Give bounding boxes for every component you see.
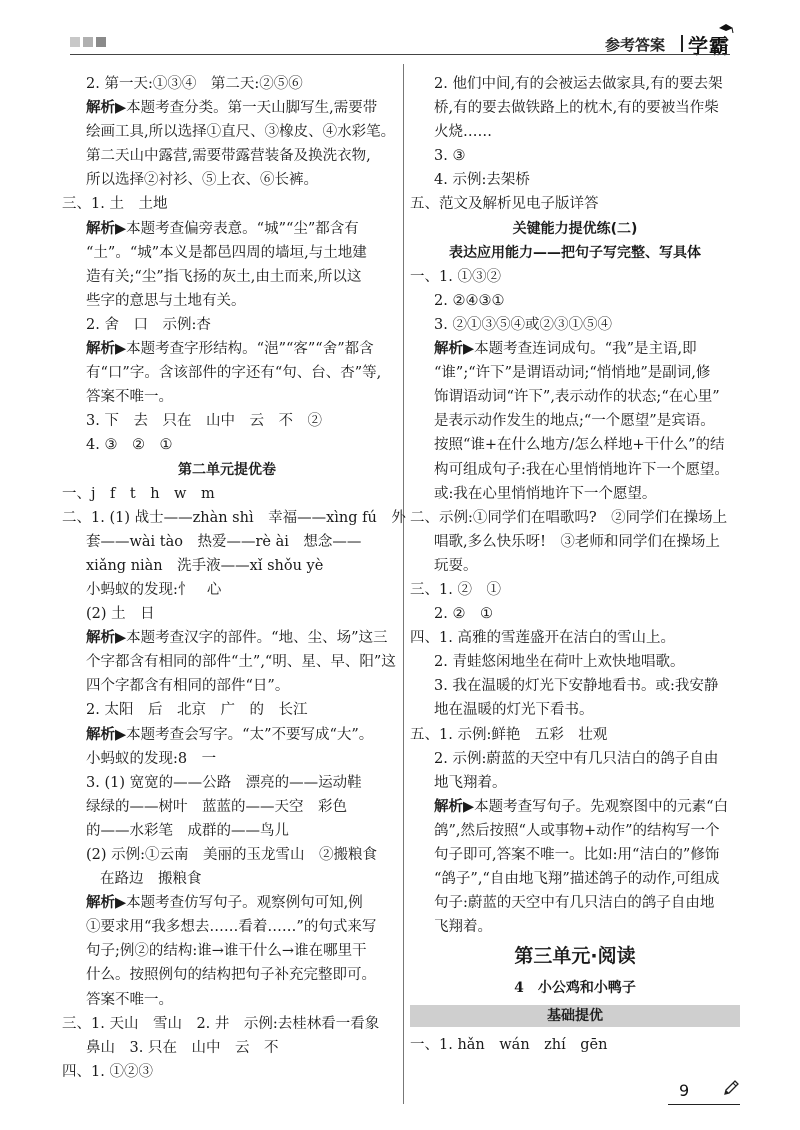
answer-text: 个字都含有相同的部件“土”,“明、星、早、阳”这	[86, 654, 396, 671]
answer-line	[62, 891, 392, 915]
answer-line	[410, 698, 740, 722]
answer-text: ▶本题考查偏旁表意。“城”“尘”都含有	[115, 220, 359, 237]
analysis-label: 解析	[434, 340, 463, 358]
unit-title: 第三单元·阅读	[514, 945, 636, 968]
answer-text: ▶本题考查连词成句。“我”是主语,即	[463, 341, 697, 358]
answer-line	[410, 433, 740, 457]
answer-text: 鼻山 3. 只在 山中 云 不	[86, 1039, 279, 1056]
answer-line	[62, 96, 392, 120]
answer-text: “土”。“城”本义是都邑四周的墙垣,与土地建	[86, 244, 367, 261]
answer-line	[410, 337, 740, 361]
answer-text: 三、1. 天山 雪山 2. 井 示例:去桂林看一看象	[62, 1015, 380, 1032]
answer-line	[62, 602, 392, 626]
answer-text: 3. 我在温暖的灯光下安静地看书。或:我安静	[434, 678, 719, 695]
answer-line	[410, 674, 740, 698]
answer-text: 二、1. (1) 战士——zhàn shì 幸福——xìng fú 外	[62, 509, 406, 526]
answer-text: 3. ③	[434, 148, 466, 165]
answer-text: 什么。按照例句的结构把句子补充完整即可。	[86, 967, 376, 984]
answer-text: 三、1. ② ①	[410, 581, 501, 598]
answer-text: ▶本题考查写句子。先观察图中的元素“白	[463, 798, 729, 815]
answer-text: 3. ②①③⑤④或②③①⑤④	[434, 316, 612, 333]
section-bar: 基础提优	[410, 1005, 740, 1027]
answer-line	[62, 385, 392, 409]
answer-text: 2. 太阳 后 北京 广 的 长江	[86, 702, 308, 719]
answer-line	[410, 96, 740, 120]
answer-text: 三、1. 土 土地	[62, 196, 168, 213]
answer-text: 2. 青蛙悠闲地坐在荷叶上欢快地唱歌。	[434, 654, 685, 671]
section-heading: 关键能力提优练(二)	[512, 220, 638, 237]
answer-text: 小蚂蚁的发现:忄 心	[86, 581, 222, 598]
answer-text: 绘画工具,所以选择①直尺、③橡皮、④水彩笔。	[86, 124, 396, 141]
answer-text: 桥,有的要去做铁路上的枕木,有的要被当作柴	[434, 100, 719, 117]
answer-text: 第二天山中露营,需要带露营装备及换洗衣物,	[86, 148, 371, 165]
answer-line	[62, 144, 392, 168]
answer-text: 2. 示例:蔚蓝的天空中有几只洁白的鸽子自由	[434, 750, 719, 767]
answer-line	[410, 458, 740, 482]
answer-text: 唱歌,多么快乐呀! ③老师和同学们在操场上	[434, 533, 720, 550]
analysis-label: 解析	[434, 797, 463, 815]
answer-text: 答案不唯一。	[86, 991, 173, 1008]
answer-text: 或:我在心里悄悄地许下一个愿望。	[434, 485, 657, 502]
answer-line	[62, 168, 392, 192]
answer-line	[62, 241, 392, 265]
answer-text: 3. (1) 宽宽的——公路 漂亮的——运动鞋	[86, 774, 362, 791]
answer-text: 飞翔着。	[434, 919, 492, 936]
answer-text: xiǎng niàn 洗手液——xǐ shǒu yè	[86, 557, 324, 574]
answer-line	[62, 915, 392, 939]
answer-line	[410, 747, 740, 771]
answer-line	[62, 409, 392, 433]
answer-text: 火烧……	[434, 124, 492, 141]
answer-text: 一、j f t h w m	[62, 485, 215, 502]
answer-text: ▶本题考查仿写句子。观察例句可知,例	[115, 895, 363, 912]
answer-text: 2. 第一天:①③④ 第二天:②⑤⑥	[86, 76, 303, 92]
answer-text: 二、示例:①同学们在唱歌吗? ②同学们在操场上	[410, 509, 728, 526]
page-number: 9	[679, 1081, 690, 1100]
answer-line	[62, 530, 392, 554]
answer-text: (2) 示例:①云南 美丽的玉龙雪山 ②搬粮食	[86, 847, 378, 863]
answer-line	[410, 192, 740, 216]
header-separator	[681, 35, 683, 52]
answer-text: 一、1. ①③②	[410, 268, 501, 285]
answer-line	[62, 723, 392, 747]
header-rule	[70, 54, 730, 55]
graduation-cap-icon	[718, 24, 734, 33]
answer-line	[62, 1036, 392, 1060]
answer-text: 句子即可,答案不唯一。比如:用“洁白的”修饰	[434, 847, 720, 863]
answer-line	[410, 482, 740, 506]
footer-rule	[668, 1104, 740, 1105]
answer-line	[62, 554, 392, 578]
answer-text: 2. 舍 口 示例:杏	[86, 316, 211, 333]
answer-line	[410, 1033, 740, 1057]
answer-line	[410, 819, 740, 843]
column-divider	[403, 64, 404, 1104]
answer-text: 地飞翔着。	[434, 774, 507, 791]
answer-line	[410, 289, 740, 313]
analysis-label: 解析	[86, 725, 115, 743]
answer-text: 是表示动作发生的地点;“一个愿望”是宾语。	[434, 413, 715, 430]
answer-text: 3. 下 去 只在 山中 云 不 ②	[86, 413, 322, 430]
answer-line	[62, 939, 392, 963]
answer-text: ▶本题考查会写字。“太”不要写成“大”。	[115, 726, 374, 743]
answer-line	[62, 795, 392, 819]
answer-line	[62, 289, 392, 313]
answer-text: 一、1. hǎn wán zhí gēn	[410, 1037, 608, 1054]
answer-line	[62, 433, 392, 457]
answer-line	[62, 843, 392, 867]
answer-text: 2. 他们中间,有的会被运去做家具,有的要去架	[434, 76, 723, 92]
answer-line	[62, 313, 392, 337]
answer-line	[62, 988, 392, 1012]
header-decoration	[70, 37, 106, 47]
analysis-label: 解析	[86, 219, 115, 237]
answer-line	[410, 723, 740, 747]
answer-line	[410, 72, 740, 96]
answer-line	[410, 168, 740, 192]
answer-line	[62, 674, 392, 698]
answer-line	[410, 385, 740, 409]
answer-line	[410, 554, 740, 578]
answer-text: 四个字都含有相同的部件“日”。	[86, 678, 290, 695]
analysis-label: 解析	[86, 894, 115, 912]
answer-line	[410, 265, 740, 289]
answer-text: 玩耍。	[434, 557, 478, 574]
answer-text: 些字的意思与土地有关。	[86, 292, 246, 309]
answer-line	[410, 409, 740, 433]
answer-line	[410, 361, 740, 385]
left-column	[62, 72, 406, 1084]
section-heading: 第二单元提优卷	[178, 461, 276, 478]
answer-line	[410, 506, 740, 530]
answer-text: ▶本题考查字形结构。“浥”“客”“舍”都含	[115, 341, 374, 358]
answer-text: 4. ③ ② ①	[86, 437, 173, 454]
answer-line	[410, 843, 740, 867]
answer-text: 鸽”,然后按照“人或事物+动作”的结构写一个	[434, 822, 720, 839]
answer-text: ▶本题考查汉字的部件。“地、尘、场”这三	[115, 630, 388, 647]
answer-line	[410, 650, 740, 674]
answer-line	[62, 650, 396, 674]
answer-text: 有“口”字。含该部件的字还有“句、台、杏”等,	[86, 365, 382, 382]
answer-text: 在路边 搬粮食	[100, 871, 202, 888]
answer-text: 句子;例②的结构:谁→谁干什么→谁在哪里干	[86, 943, 367, 960]
answer-line	[410, 602, 740, 626]
answer-text: 小蚂蚁的发现:8 一	[86, 750, 217, 767]
answer-text: ①要求用“我多想去……看着……”的句式来写	[86, 919, 377, 936]
answer-line	[62, 265, 392, 289]
answer-line	[62, 819, 392, 843]
answer-text: 2. ② ①	[434, 606, 493, 623]
answer-line	[410, 915, 740, 939]
answer-line	[62, 217, 392, 241]
answer-line	[62, 506, 406, 530]
answer-line	[410, 578, 740, 602]
answer-line	[62, 361, 392, 385]
analysis-label: 解析	[86, 340, 115, 358]
answer-line	[62, 771, 392, 795]
answer-line	[62, 192, 392, 216]
answer-text: “鸽子”,“自由地飞翔”描述鸽子的动作,可组成	[434, 871, 720, 888]
answer-line	[410, 771, 740, 795]
answer-text: 地在温暖的灯光下看书。	[434, 702, 594, 719]
answer-line	[410, 891, 740, 915]
answer-line	[62, 698, 392, 722]
answer-line	[62, 482, 392, 506]
answer-text: 饰谓语动词“许下”,表示动作的状态;“在心里”	[434, 389, 720, 406]
answer-line	[410, 313, 740, 337]
answer-line	[410, 120, 740, 144]
analysis-label: 解析	[86, 629, 115, 647]
answer-line	[410, 867, 740, 891]
answer-text: 四、1. 高雅的雪莲盛开在洁白的雪山上。	[410, 630, 675, 647]
answer-line	[410, 530, 740, 554]
answer-text: 五、范文及解析见电子版详答	[410, 196, 599, 213]
answer-text: 四、1. ①②③	[62, 1063, 153, 1080]
answer-line	[62, 120, 396, 144]
answer-line	[62, 578, 392, 602]
answer-text: 套——wài tào 热爱——rè ài 想念——	[86, 533, 362, 550]
answer-text: 所以选择②衬衫、⑤上衣、⑥长裤。	[86, 172, 318, 189]
answer-text: 按照“谁+在什么地方/怎么样地+干什么”的结	[434, 437, 725, 454]
answer-text: 造有关;“尘”指飞扬的灰土,由土而来,所以这	[86, 268, 362, 285]
answer-text: 绿绿的——树叶 蓝蓝的——天空 彩色	[86, 798, 347, 815]
answer-line	[410, 144, 740, 168]
right-column	[410, 72, 740, 1057]
answer-text: 五、1. 示例:鲜艳 五彩 壮观	[410, 726, 608, 743]
pencil-icon	[722, 1079, 740, 1097]
answer-line	[62, 867, 392, 891]
section-heading: 表达应用能力——把句子写完整、写具体	[449, 244, 701, 261]
answer-text: 2. ②④③①	[434, 292, 505, 309]
answer-line	[62, 1060, 392, 1084]
answer-line	[62, 72, 392, 96]
answer-line	[62, 626, 392, 650]
answer-text: (2) 土 日	[86, 606, 155, 623]
answer-line	[62, 963, 392, 987]
answer-text: 答案不唯一。	[86, 389, 173, 406]
answer-line	[62, 337, 392, 361]
answer-line	[410, 795, 740, 819]
answer-line	[410, 626, 740, 650]
answer-line	[62, 747, 392, 771]
lesson-title: 4 小公鸡和小鸭子	[514, 980, 636, 997]
answer-line	[62, 1012, 392, 1036]
answer-text: “谁”;“许下”是谓语动词;“悄悄地”是副词,修	[434, 365, 711, 382]
answer-text: 构可组成句子:我在心里悄悄地许下一个愿望。	[434, 461, 729, 478]
header-title: 参考答案	[605, 36, 666, 54]
answer-text: ▶本题考查分类。第一天山脚写生,需要带	[115, 100, 378, 117]
answer-text: 4. 示例:去架桥	[434, 172, 530, 189]
brand-logo: 学霸	[688, 34, 730, 58]
answer-text: 的——水彩笔 成群的——鸟儿	[86, 822, 289, 839]
answer-text: 句子:蔚蓝的天空中有几只洁白的鸽子自由地	[434, 895, 715, 912]
analysis-label: 解析	[86, 99, 115, 117]
